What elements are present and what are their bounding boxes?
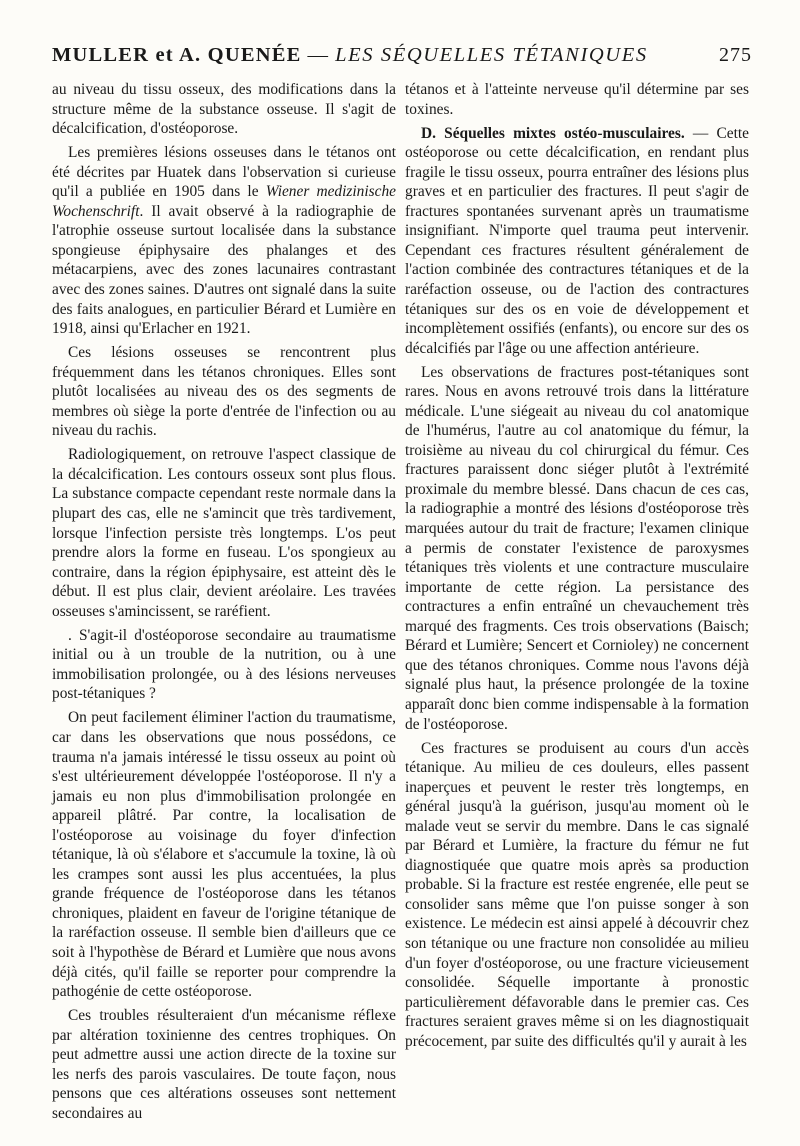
section-heading: D. Séquelles mixtes ostéo-musculaires. xyxy=(421,124,685,142)
journal-title: Wiener medizinische Wochenschrift xyxy=(52,183,396,220)
running-header xyxy=(52,44,752,72)
paragraph-text: . Il avait observé à la radiographie de l'atrophie osseuse surtout localisée dans la substance spongieuse épiphysaire des phalanges et des métacarpiens, avec des zones lacunaires contrastant avec des zones saines. D'autres ont signalé dans la suite des faits analogues, en particulier Bérard et Lumière en 1918, ainsi qu'Erlacher en 1921. xyxy=(52,202,396,338)
paragraph-continuation: au niveau du tissu osseux, des modifications dans la structure même de la substance osseuse. Il s'agit de décalcification, d'ostéoporose. xyxy=(52,81,396,138)
paragraph-mixed-sequelae xyxy=(405,124,749,359)
paragraph-radiology: Radiologiquement, on retrouve l'aspect classique de la décalcification. Les contours osseux sont plus flous. La substance compacte cependant reste normale dans la plupart des cas, elle ne s'amincit que très tardivement, lorsque l'infection persiste très longtemps. L'os peut prendre alors la forme en fuseau. L'os spongieux au contraire, dans la région épiphysaire, est atteint dès le début. Il est plus clair, devient aréolaire. Les travées osseuses s'amincissent, se raréfient. xyxy=(52,446,396,620)
paragraph-trauma: On peut facilement éliminer l'action du traumatisme, car dans les observations que nous possédons, ce trauma n'a jamais intéressé le tissu osseux au point où s'est ultérieurement développée l'ostéoporose. Il n'y a jamais eu non plus d'immobilisation prolongée en appareil plâtré. Par contre, la localisation de l'ostéoporose au voisinage du foyer d'infection tétanique, là où s'élabore et s'accumule la toxine, là où les crampes sont aussi les plus accentuées, la plus grande fréquence de l'ostéoporose dans les tétanos chroniques, plaident en faveur de l'origine tétanique de la raréfaction osseuse. Il semble bien d'ailleurs que ce soit à l'hypothèse de Bérard et Lumière que nous avons déjà cités, qu'il faille se reporter pour comprendre la pathogénie de cette ostéoporose. xyxy=(52,709,396,1001)
paragraph-fracture-course: Ces fractures se produisent au cours d'un accès tétanique. Au milieu de ces douleurs, elles passent inaperçues et peuvent le rester très longtemps, en général jusqu'à la guérison, jusqu'au moment où le malade veut se servir du membre. Dans le cas signalé par Bérard et Lumière, la fracture du fémur ne fut diagnostiquée que quatre mois après sa production probable. Si la fracture est restée engrenée, elle peut se consolider sans même que l'on puisse songer à son existence. Le médecin est ainsi appelé à découvrir chez son tétanique ou une fracture non consolidée au milieu d'un foyer d'ostéoporose, ou une fracture vicieusement consolidée. Séquelle importante à pronostic particulièrement défavorable dans le premier cas. Ces fractures seraient graves même si on les diagnostiquait précocement, par suite des difficultés qu'il y aurait à les xyxy=(405,739,749,1050)
header-authors: MULLER et A. QUENÉE xyxy=(52,44,302,66)
paragraph-chronic-tetanus: Ces lésions osseuses se rencontrent plus fréquemment dans les tétanos chroniques. Elles sont plutôt localisées au niveau des os des segments de membres où siège la porte d'entrée de l'infection ou au niveau du rachis. xyxy=(52,344,396,440)
paragraph-continuation: tétanos et à l'atteinte nerveuse qu'il détermine par ses toxines. xyxy=(405,81,749,118)
header-title: LES SÉQUELLES TÉTANIQUES xyxy=(335,44,648,66)
paragraph-first-lesions xyxy=(52,143,396,338)
running-head-text xyxy=(52,44,648,67)
paragraph-question: . S'agit-il d'ostéoporose secondaire au traumatisme initial ou à un trouble de la nutrition, ou à une immobilisation prolongée, ou à des lésions nerveuses post-tétaniques ? xyxy=(52,626,396,703)
paragraph-fracture-observations: Les observations de fractures post-tétaniques sont rares. Nous en avons retrouvé trois dans la littérature médicale. L'une siégeait au niveau du col anatomique de l'humérus, l'autre au col anatomique du fémur, la troisième au niveau du col chirurgical du fémur. Ces fractures paraissent donc siéger plutôt à l'extrémité proximale du membre blessé. Dans chacun de ces cas, la radiographie a montré des lésions d'ostéoporose très marquées autour du trait de fracture; l'examen clinique a permis de constater l'existence de paroxysmes tétaniques très violents et une contracture musculaire importante de cette région. La persistance des contractures a enfin entraîné un chevauchement très marqué des fragments. Ces trois observations (Baisch; Bérard et Lumière; Sencert et Cornioley) ne concernent que des tétanos chroniques. Comme nous l'avons déjà signalé plus haut, la présence prolongée de la toxine apparaît donc bien comme indispensable à la formation de l'ostéoporose. xyxy=(405,363,749,733)
header-dash: — xyxy=(307,44,330,66)
paragraph-text: Les premières lésions osseuses dans le tétanos ont été décrites par Huatek dans l'observation si curieuse qu'il a publiée en 1905 dans le xyxy=(52,144,396,201)
page-number: 275 xyxy=(719,44,752,66)
left-column xyxy=(52,80,396,1123)
paragraph-mechanism: Ces troubles résulteraient d'un mécanisme réflexe par altération toxinienne des centres trophiques. On peut admettre aussi une action directe de la toxine sur les nerfs des parois vasculaires. De toute façon, nous pensons que ces altérations osseuses sont nettement secondaires au xyxy=(52,1007,396,1122)
paragraph-text: — Cette ostéoporose ou cette décalcification, en rendant plus fragile le tissu osseux, pourra entraîner des lésions plus graves et en particulier des fractures. Il peut s'agir de fractures spontanées survenant après un traumatisme insignifiant. N'importe quel trauma peut intervenir. Cependant ces fractures résultent généralement de l'action combinée des contractures tétaniques et de la raréfaction osseuse, ou de l'action des contractures tétaniques sur des os en voie de développement et incomplètement ossifiés (enfants), ou encore sur des os décalcifiés par l'âge ou une affection antérieure. xyxy=(405,124,749,357)
right-column xyxy=(405,80,749,1051)
